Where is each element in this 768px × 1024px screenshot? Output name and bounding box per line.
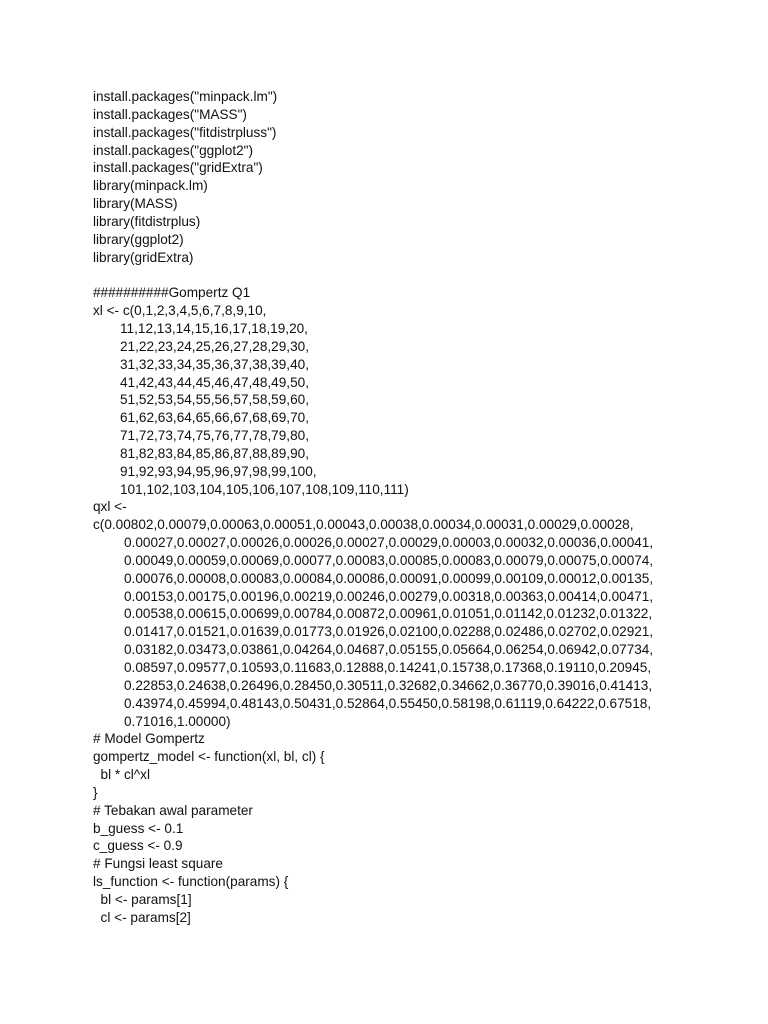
code-line-qxl-end: 0.71016,1.00000): [124, 713, 231, 729]
code-line-qxl-cont: 0.43974,0.45994,0.48143,0.50431,0.52864,0.55450,0.58198,0.61119,0.64222,0.67518,: [124, 695, 652, 711]
code-line-install-mass: install.packages("MASS"): [93, 106, 247, 122]
code-line-xl-end: 101,102,103,104,105,106,107,108,109,110,111): [120, 481, 409, 497]
code-line-library-gridextra: library(gridExtra): [93, 249, 194, 265]
comment-initial-guess: # Tebakan awal parameter: [93, 802, 253, 818]
comment-model-gompertz: # Model Gompertz: [93, 731, 205, 747]
code-line-install-fitdistrpluss: install.packages("fitdistrpluss"): [93, 124, 277, 140]
code-line-xl-cont: 41,42,43,44,45,46,47,48,49,50,: [120, 374, 309, 390]
code-line-c-guess: c_guess <- 0.9: [93, 838, 183, 854]
code-line-xl-cont: 11,12,13,14,15,16,17,18,19,20,: [120, 320, 308, 336]
code-line-xl-cont: 81,82,83,84,85,86,87,88,89,90,: [120, 445, 309, 461]
code-line-qxl-cont: 0.08597,0.09577,0.10593,0.11683,0.12888,0.14241,0.15738,0.17368,0.19110,0.20945,: [124, 660, 652, 675]
code-line-qxl-cont: 0.00049,0.00059,0.00069,0.00077,0.00083,0.00085,0.00083,0.00079,0.00075,0.00074,: [124, 552, 654, 568]
code-line-qxl-cont: 0.00027,0.00027,0.00026,0.00026,0.00027,0.00029,0.00003,0.00032,0.00036,0.00041,: [124, 535, 654, 551]
code-line-install-gridextra: install.packages("gridExtra"): [93, 160, 263, 176]
code-line-qxl-start: c(0.00802,0.00079,0.00063,0.00051,0.00043,0.00038,0.00034,0.00031,0.00029,0.00028,: [93, 517, 634, 533]
code-line-library-mass: library(MASS): [93, 196, 178, 212]
code-line-xl-cont: 51,52,53,54,55,56,57,58,59,60,: [120, 392, 309, 408]
code-document: [93, 88, 713, 927]
code-line-xl-cont: 31,32,33,34,35,36,37,38,39,40,: [120, 356, 309, 372]
code-line-ls-function: ls_function <- function(params) {: [93, 874, 289, 890]
code-line-install-minpack: install.packages("minpack.lm"): [93, 89, 278, 104]
code-line-cl-param: cl <- params[2]: [93, 909, 191, 925]
code-line-b-guess: b_guess <- 0.1: [93, 820, 184, 836]
code-line-library-fitdistrplus: library(fitdistrplus): [93, 213, 201, 229]
code-line-qxl-cont: 0.00538,0.00615,0.00699,0.00784,0.00872,0.00961,0.01051,0.01142,0.01232,0.01322,: [124, 606, 653, 622]
code-line-bl-param: bl <- params[1]: [93, 891, 192, 907]
code-line-xl-cont: 61,62,63,64,65,66,67,68,69,70,: [120, 410, 309, 426]
comment-least-square: # Fungsi least square: [93, 856, 223, 872]
code-line-xl-start: xl <- c(0,1,2,3,4,5,6,7,8,9,10,: [93, 303, 267, 319]
code-line-xl-cont: 71,72,73,74,75,76,77,78,79,80,: [120, 428, 309, 444]
code-line-qxl-cont: 0.03182,0.03473,0.03861,0.04264,0.04687,0.05155,0.05664,0.06254,0.06942,0.07734,: [124, 642, 654, 658]
code-line-xl-cont: 91,92,93,94,95,96,97,98,99,100,: [120, 463, 317, 479]
code-line-model-body: bl * cl^xl: [93, 767, 150, 783]
code-line-install-ggplot2: install.packages("ggplot2"): [93, 142, 254, 158]
code-line-qxl-cont: 0.00153,0.00175,0.00196,0.00219,0.00246,0.00279,0.00318,0.00363,0.00414,0.00471,: [124, 588, 654, 604]
code-line-library-ggplot2: library(ggplot2): [93, 231, 184, 247]
blank-line: [93, 266, 713, 284]
code-line-qxl-assign: qxl <-: [93, 499, 127, 515]
code-line-close-brace: }: [93, 784, 98, 800]
code-line-library-minpack: library(minpack.lm): [93, 178, 208, 194]
code-line-qxl-cont: 0.00076,0.00008,0.00083,0.00084,0.00086,0.00091,0.00099,0.00109,0.00012,0.00135,: [124, 570, 654, 586]
code-line-qxl-cont: 0.01417,0.01521,0.01639,0.01773,0.01926,0.02100,0.02288,0.02486,0.02702,0.02921,: [124, 624, 654, 640]
section-header: ##########Gompertz Q1: [93, 285, 251, 301]
code-line-xl-cont: 21,22,23,24,25,26,27,28,29,30,: [120, 338, 309, 354]
code-line-qxl-cont: 0.22853,0.24638,0.26496,0.28450,0.30511,0.32682,0.34662,0.36770,0.39016,0.41413,: [124, 677, 653, 693]
code-line-gompertz-model: gompertz_model <- function(xl, bl, cl) {: [93, 749, 325, 765]
